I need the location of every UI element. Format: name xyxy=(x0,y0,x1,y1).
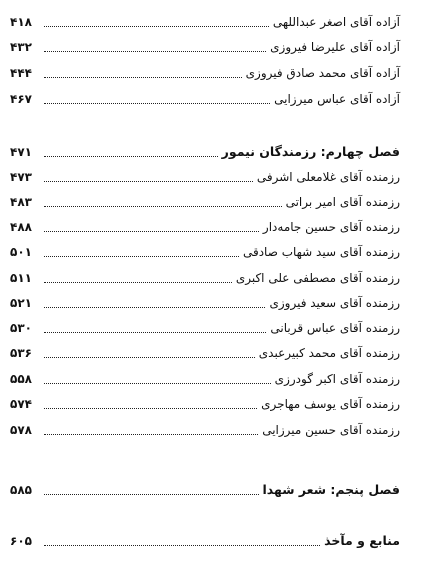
dot-leader xyxy=(44,307,265,308)
chapter-title: فصل چهارم: رزمندگان نیمور xyxy=(221,144,400,159)
chapter-heading xyxy=(10,527,400,549)
entry-title: رزمنده آقای عباس قربانی xyxy=(270,321,400,335)
dot-leader xyxy=(44,282,232,283)
entry-page-number: ۵۰۱ xyxy=(10,245,32,259)
entry-title: رزمنده آقای محمد کبیرعبدی xyxy=(258,346,400,360)
toc-entry xyxy=(10,213,400,235)
dot-leader xyxy=(44,357,255,358)
entry-page-number: ۵۳۶ xyxy=(10,346,32,360)
entry-title: رزمنده آقای اکبر گودرزی xyxy=(274,372,400,386)
toc-entry xyxy=(10,365,400,387)
dot-leader xyxy=(44,256,239,257)
entry-title: رزمنده آقای امیر براتی xyxy=(285,195,400,209)
toc-entry xyxy=(10,85,400,107)
dot-leader xyxy=(44,408,257,409)
entry-page-number: ۵۷۴ xyxy=(10,397,32,411)
entry-title: رزمنده آقای حسین میرزایی xyxy=(262,423,400,437)
toc-entry xyxy=(10,59,400,81)
toc-entry xyxy=(10,8,400,30)
entry-title: رزمنده آقای سعید فیروزی xyxy=(269,296,400,310)
entry-page-number: ۵۵۸ xyxy=(10,372,32,386)
dot-leader xyxy=(44,332,266,333)
entry-title: آزاده آقای عباس میرزایی xyxy=(274,92,400,106)
toc-entry xyxy=(10,163,400,185)
dot-leader xyxy=(44,231,259,232)
chapter-page-number: ۵۸۵ xyxy=(10,483,32,497)
entry-page-number: ۵۱۱ xyxy=(10,271,32,285)
toc-entry xyxy=(10,238,400,260)
chapter-heading xyxy=(10,138,400,160)
entry-title: آزاده آقای اصغر عبداللهی xyxy=(272,15,400,29)
entry-title: رزمنده آقای سید شهاب صادقی xyxy=(242,245,400,259)
toc-entry xyxy=(10,264,400,286)
entry-page-number: ۴۸۸ xyxy=(10,220,32,234)
toc-entry xyxy=(10,390,400,412)
dot-leader xyxy=(44,103,270,104)
entry-page-number: ۴۴۴ xyxy=(10,66,32,80)
entry-page-number: ۵۲۱ xyxy=(10,296,32,310)
dot-leader xyxy=(44,545,320,546)
dot-leader xyxy=(44,77,242,78)
chapter-heading xyxy=(10,476,400,498)
entry-page-number: ۴۱۸ xyxy=(10,15,32,29)
entry-page-number: ۵۷۸ xyxy=(10,423,32,437)
entry-title: رزمنده آقای غلامعلی اشرفی xyxy=(256,170,400,184)
entry-title: رزمنده آقای حسین جامه‌دار xyxy=(262,220,400,234)
dot-leader xyxy=(44,181,253,182)
sources-page-number: ۶۰۵ xyxy=(10,534,32,548)
dot-leader xyxy=(44,494,259,495)
toc-entry xyxy=(10,339,400,361)
entry-page-number: ۴۷۳ xyxy=(10,170,32,184)
entry-page-number: ۴۶۷ xyxy=(10,92,32,106)
dot-leader xyxy=(44,206,282,207)
entry-title: آزاده آقای محمد صادق فیروزی xyxy=(245,66,400,80)
toc-entry xyxy=(10,33,400,55)
sources-title: منابع و مآخذ xyxy=(324,533,400,548)
entry-page-number: ۴۸۳ xyxy=(10,195,32,209)
entry-title: رزمنده آقای یوسف مهاجری xyxy=(261,397,400,411)
entry-title: آزاده آقای علیرضا فیروزی xyxy=(270,40,400,54)
entry-page-number: ۴۳۲ xyxy=(10,40,32,54)
chapter-title: فصل پنجم: شعر شهدا xyxy=(262,482,400,497)
entry-page-number: ۵۳۰ xyxy=(10,321,32,335)
toc-entry xyxy=(10,314,400,336)
dot-leader xyxy=(44,26,269,27)
toc-entry xyxy=(10,188,400,210)
entry-title: رزمنده آقای مصطفی علی اکبری xyxy=(235,271,400,285)
dot-leader xyxy=(44,434,258,435)
dot-leader xyxy=(44,51,266,52)
toc-entry xyxy=(10,289,400,311)
dot-leader xyxy=(44,383,271,384)
chapter-page-number: ۴۷۱ xyxy=(10,145,32,159)
toc-entry xyxy=(10,416,400,438)
dot-leader xyxy=(44,156,218,157)
